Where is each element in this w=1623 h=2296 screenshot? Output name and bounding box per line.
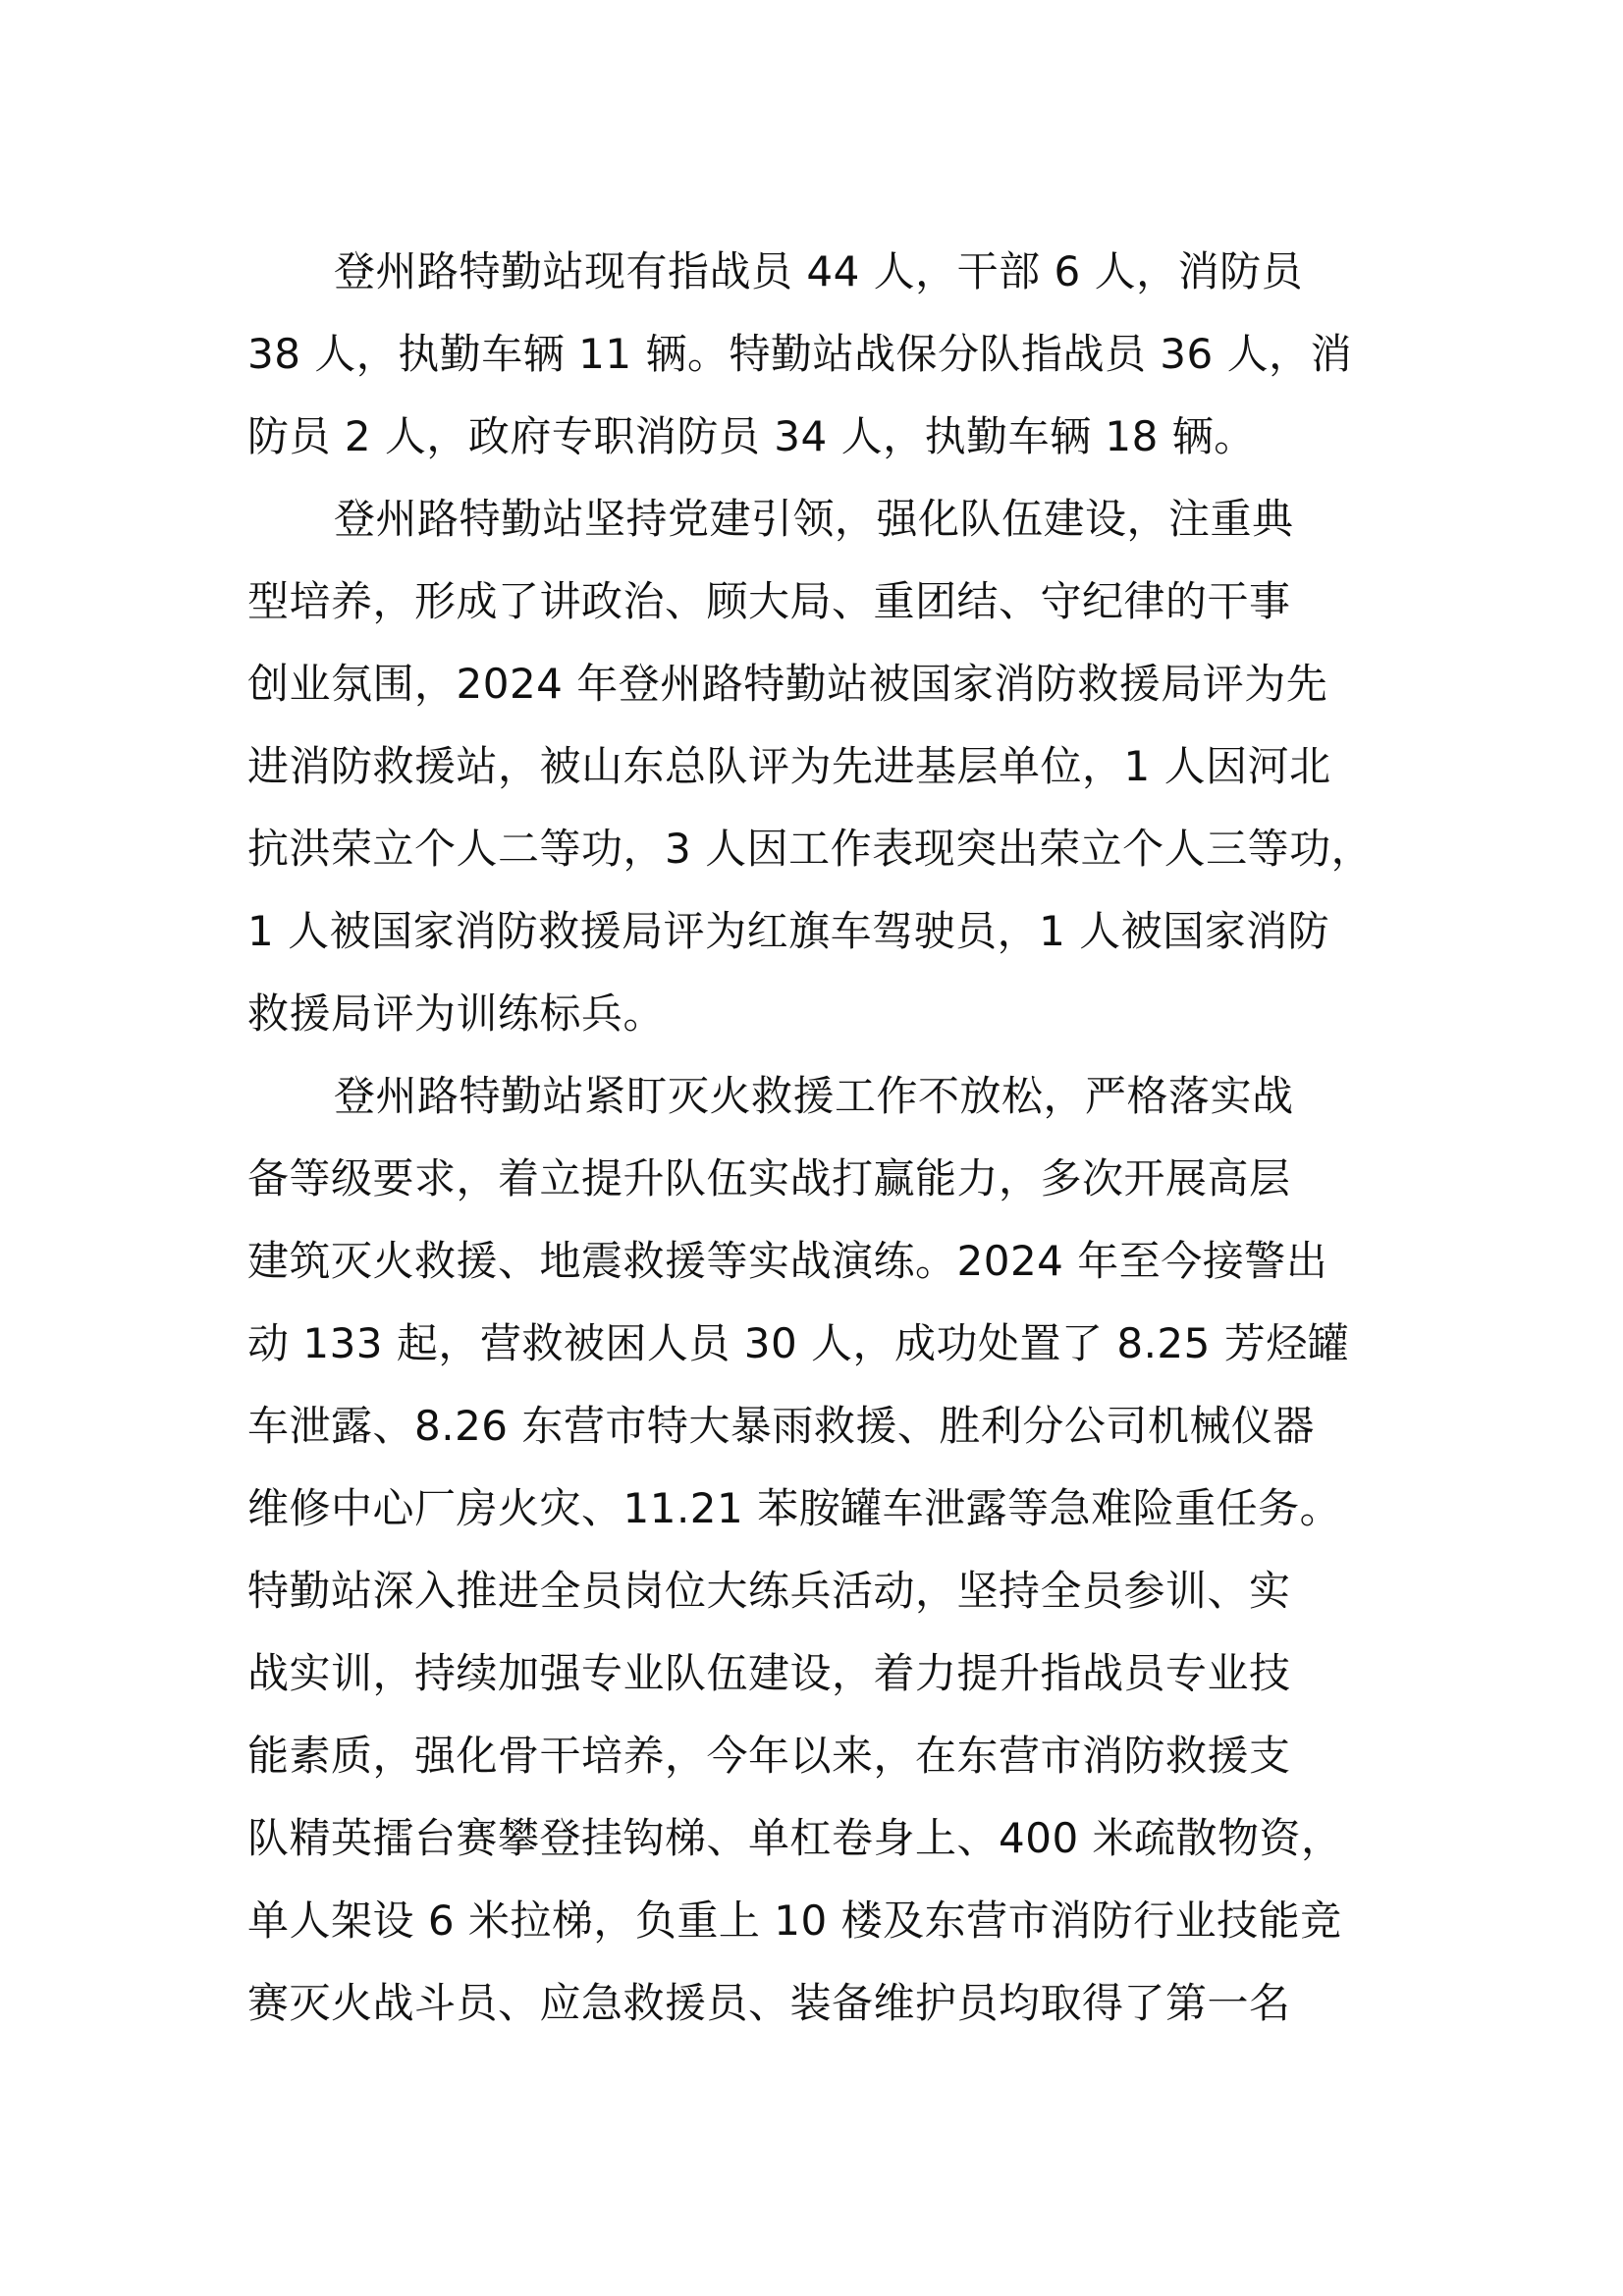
paragraph-line: 创业氛围，2024 年登州路特勤站被国家消防救援局评为先 [247,660,1328,708]
paragraph-line: 车泄露、8.26 东营市特大暴雨救援、胜利分公司机械仪器 [247,1402,1315,1450]
paragraph-line: 救援局评为训练标兵。 [247,989,666,1038]
paragraph-line: 38 人，执勤车辆 11 辆。特勤站战保分队指战员 36 人，消 [247,330,1353,378]
paragraph-line: 能素质，强化骨干培养，今年以来，在东营市消防救援支 [247,1732,1291,1780]
paragraph-line: 备等级要求，着立提升队伍实战打赢能力，多次开展高层 [247,1154,1291,1202]
paragraph-line: 动 133 起，营救被困人员 30 人，成功处置了 8.25 芳烃罐 [247,1319,1350,1367]
paragraph-line: 型培养，形成了讲政治、顾大局、重团结、守纪律的干事 [247,577,1291,625]
paragraph-line: 建筑灭火救援、地震救援等实战演练。2024 年至今接警出 [247,1237,1328,1285]
paragraph-line: 登州路特勤站现有指战员 44 人，干部 6 人，消防员 [334,247,1304,295]
paragraph-line: 1 人被国家消防救援局评为红旗车驾驶员，1 人被国家消防 [247,907,1330,955]
paragraph-line: 战实训，持续加强专业队伍建设，着力提升指战员专业技 [247,1649,1291,1697]
paragraph-line: 单人架设 6 米拉梯，负重上 10 楼及东营市消防行业技能竞 [247,1896,1342,1945]
paragraph-3 [247,1055,1396,2045]
paragraph-line: 进消防救援站，被山东总队评为先进基层单位，1 人因河北 [247,742,1331,790]
paragraph-line: 维修中心厂房火灾、11.21 苯胺罐车泄露等急难险重任务。 [247,1484,1342,1532]
paragraph-line: 防员 2 人，政府专职消防员 34 人，执勤车辆 18 辆。 [247,412,1256,460]
paragraph-line: 抗洪荣立个人二等功，3 人因工作表现突出荣立个人三等功， [247,825,1374,873]
paragraph-line: 登州路特勤站紧盯灭火救援工作不放松，严格落实战 [334,1072,1294,1120]
paragraph-line: 队精英擂台赛攀登挂钩梯、单杠卷身上、400 米疏散物资， [247,1814,1343,1862]
paragraph-1 [247,231,1396,478]
paragraph-line: 赛灭火战斗员、应急救援员、装备维护员均取得了第一名 [247,1979,1291,2027]
document-body [247,231,1396,2045]
paragraph-2 [247,478,1396,1055]
paragraph-line: 特勤站深入推进全员岗位大练兵活动，坚持全员参训、实 [247,1567,1291,1615]
paragraph-line: 登州路特勤站坚持党建引领，强化队伍建设，注重典 [334,495,1294,543]
